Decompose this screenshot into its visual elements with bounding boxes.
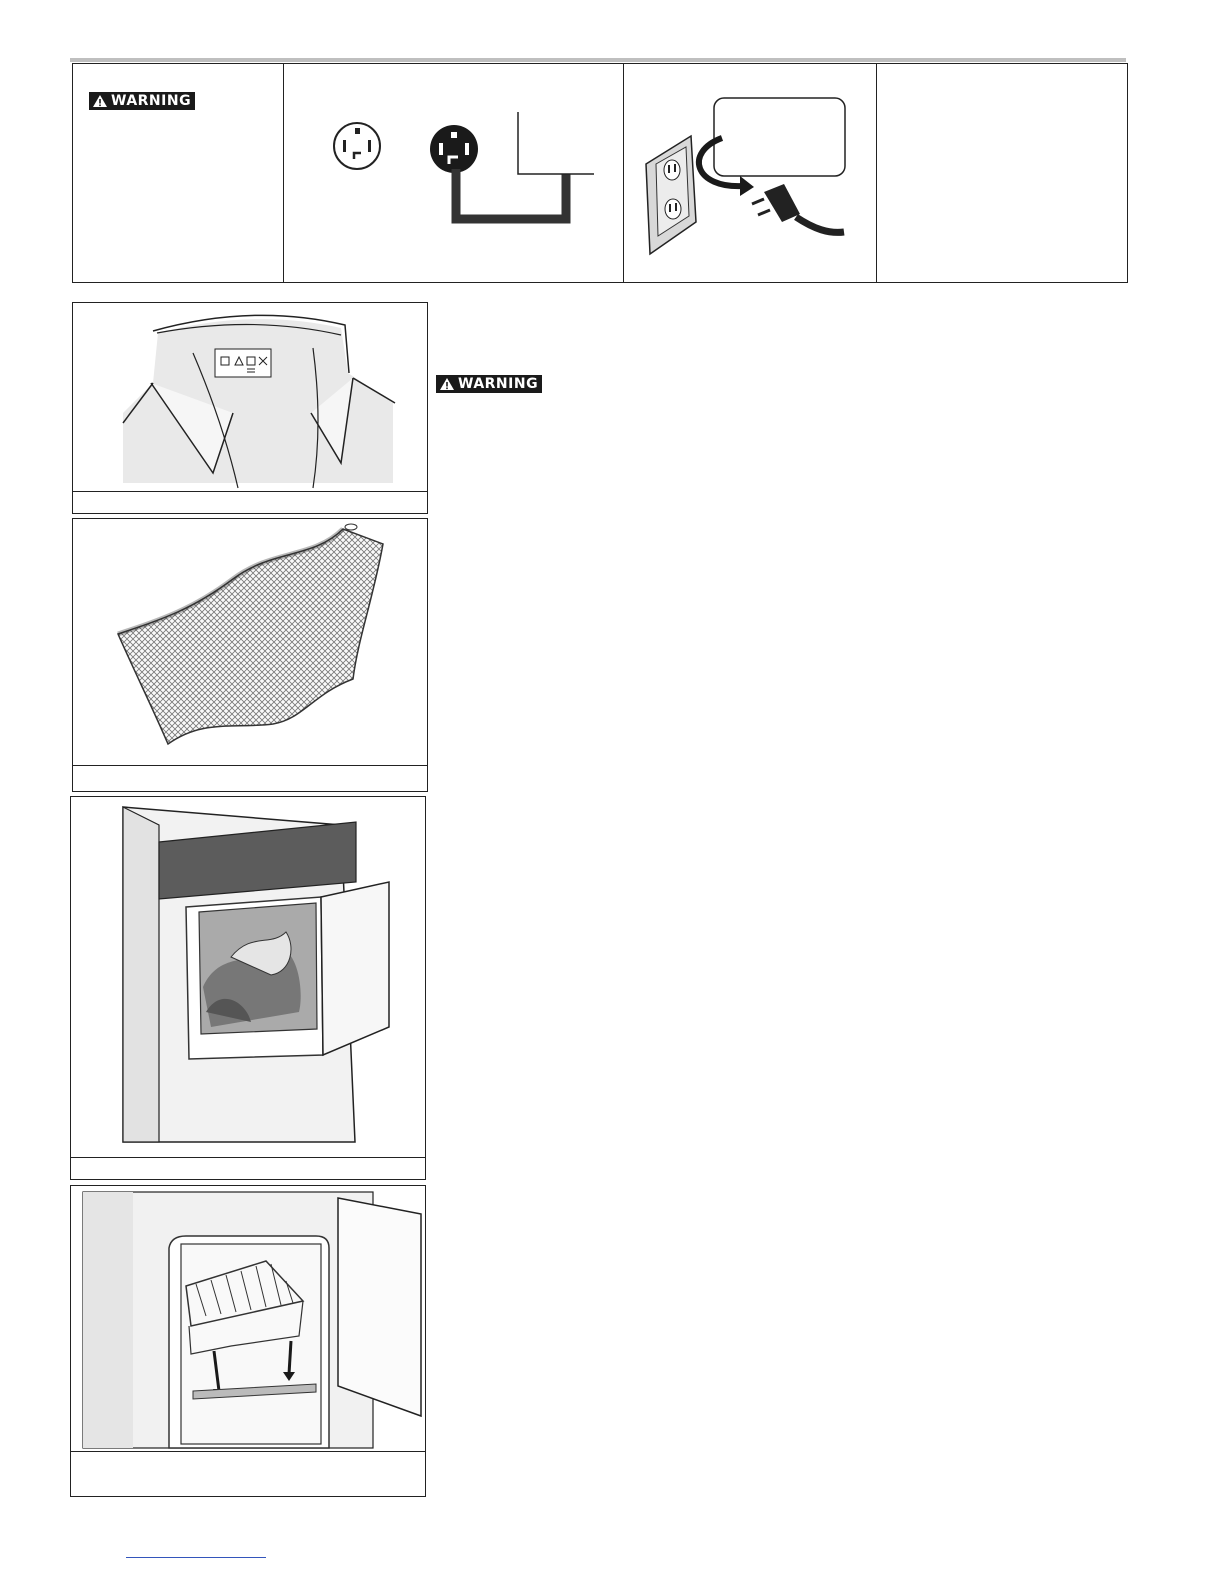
drying-rack-illustration <box>71 1186 424 1451</box>
figure-dryer-loading <box>70 796 426 1180</box>
outlet-icon <box>334 123 380 169</box>
caption-divider <box>73 765 427 766</box>
figure-drying-rack <box>70 1185 426 1497</box>
electrical-warning-table <box>72 63 1128 283</box>
figure-mesh-bag <box>72 518 428 792</box>
caption-divider <box>73 491 427 492</box>
dryer-door <box>321 882 389 1055</box>
footer-link-underline[interactable] <box>126 1557 266 1558</box>
dryer-door <box>338 1198 421 1416</box>
plug-icon <box>430 125 478 173</box>
table-divider <box>876 64 877 282</box>
unplug-illustration <box>624 64 875 282</box>
shirt-collar-illustration <box>73 303 426 491</box>
caption-divider <box>71 1451 425 1452</box>
warning-badge-label: WARNING <box>458 376 539 392</box>
warning-badge-label: WARNING <box>111 93 192 109</box>
warning-badge <box>89 92 195 110</box>
figure-shirt-label <box>72 302 428 514</box>
caption-divider <box>71 1157 425 1158</box>
callout-box <box>714 98 845 176</box>
arrow-icon <box>740 176 754 196</box>
warning-badge-side <box>436 375 542 393</box>
warning-triangle-icon <box>92 94 108 108</box>
zipper-pull-icon <box>345 524 357 530</box>
wall-outlet-icon <box>646 136 696 254</box>
outlet-wiring-illustration <box>284 64 622 282</box>
warning-triangle-icon <box>439 377 455 391</box>
power-plug-icon <box>752 184 844 232</box>
shirt-label-icon <box>215 349 271 377</box>
mesh-bag-illustration <box>73 519 426 765</box>
top-rule <box>70 58 1126 62</box>
dryer-load-illustration <box>71 797 424 1157</box>
